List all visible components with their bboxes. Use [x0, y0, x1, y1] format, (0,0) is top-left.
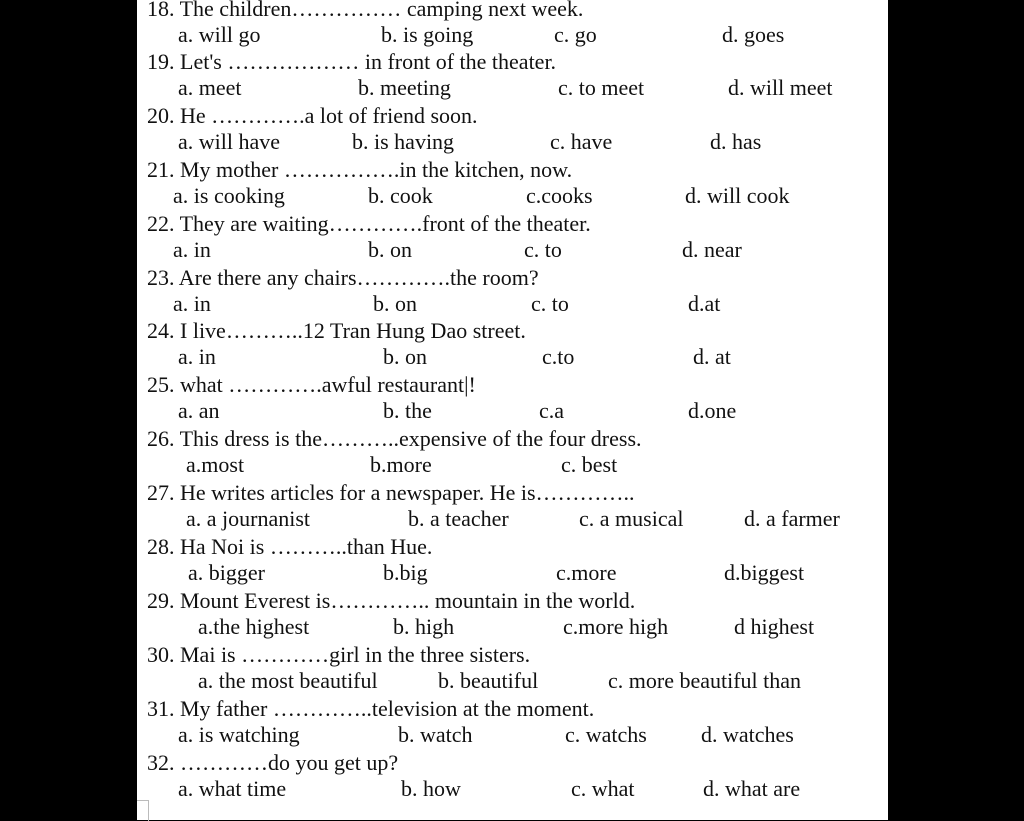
answer-option: c.cooks	[526, 183, 593, 208]
answer-option: a. in	[173, 291, 211, 316]
answer-option: d. at	[693, 344, 731, 369]
answer-option: a. an	[178, 398, 220, 423]
answer-option: d.one	[688, 398, 737, 423]
answer-option: c.to	[542, 344, 575, 369]
answer-option: b. meeting	[358, 75, 451, 100]
question-stem: 26. This dress is the………..expensive of the four dress.	[147, 426, 642, 451]
answer-option: c. to	[531, 291, 569, 316]
answer-option: d. a farmer	[744, 506, 840, 531]
answer-option: b. is having	[352, 129, 455, 154]
question-stem: 23. Are there any chairs………….the room?	[147, 265, 539, 290]
answer-option: a. a journanist	[186, 506, 311, 531]
question-stem: 25. what ………….awful restaurant|!	[147, 372, 476, 397]
answer-option: c. to meet	[558, 75, 645, 100]
question-stem: 20. He ………….a lot of friend soon.	[147, 103, 478, 128]
answer-option: b. is going	[381, 22, 474, 47]
answer-option: a. will have	[178, 129, 281, 154]
page-corner-mark	[137, 800, 149, 821]
answer-option: c. go	[554, 22, 597, 47]
answer-option: c.a	[539, 398, 565, 423]
answer-option: b. how	[401, 776, 461, 801]
answer-option: c.more	[556, 560, 617, 585]
answer-option: a. will go	[178, 22, 261, 47]
answer-option: a. is watching	[178, 722, 300, 747]
answer-option: d. near	[682, 237, 742, 262]
answer-option: c. more beautiful than	[608, 668, 802, 693]
answer-option: d. has	[710, 129, 762, 154]
answer-option: c. best	[561, 452, 618, 477]
question-stem: 28. Ha Noi is ………..than Hue.	[147, 534, 433, 559]
answer-option: b. cook	[368, 183, 433, 208]
answer-option: c. a musical	[579, 506, 684, 531]
answer-option: d. watches	[701, 722, 794, 747]
answer-option: b. on	[368, 237, 412, 262]
answer-option: d. will meet	[728, 75, 833, 100]
question-stem: 31. My father …………..television at the moment.	[147, 696, 595, 721]
question-stem: 24. I live………..12 Tran Hung Dao street.	[147, 318, 526, 343]
answer-option: d highest	[734, 614, 815, 639]
answer-option: d.biggest	[724, 560, 805, 585]
question-stem: 30. Mai is …………girl in the three sisters.	[147, 642, 531, 667]
question-stem: 21. My mother …………….in the kitchen, now.	[147, 157, 573, 182]
question-stem: 32. …………do you get up?	[147, 750, 399, 775]
answer-option: b. beautiful	[438, 668, 539, 693]
answer-option: d.at	[688, 291, 721, 316]
answer-option: d. what are	[703, 776, 801, 801]
answer-option: d. will cook	[685, 183, 790, 208]
answer-option: b.big	[383, 560, 428, 585]
answer-option: b. on	[383, 344, 427, 369]
answer-option: a. in	[178, 344, 216, 369]
question-stem: 19. Let's ……………… in front of the theater.	[147, 49, 557, 74]
answer-option: b. watch	[398, 722, 473, 747]
answer-option: a. bigger	[188, 560, 265, 585]
answer-option: a. meet	[178, 75, 242, 100]
worksheet-page	[137, 0, 888, 820]
question-stem: 29. Mount Everest is………….. mountain in the world.	[147, 588, 636, 613]
answer-option: b. high	[393, 614, 455, 639]
answer-option: a.most	[186, 452, 245, 477]
answer-option: a. is cooking	[173, 183, 285, 208]
answer-option: c. to	[524, 237, 562, 262]
question-stem: 18. The children…………… camping next week.	[147, 0, 584, 21]
answer-option: a.the highest	[198, 614, 310, 639]
question-stem: 22. They are waiting………….front of the theater.	[147, 211, 591, 236]
answer-option: c. have	[550, 129, 613, 154]
answer-option: b.more	[370, 452, 432, 477]
answer-option: b. the	[383, 398, 432, 423]
answer-option: a. in	[173, 237, 211, 262]
answer-option: b. a teacher	[408, 506, 509, 531]
answer-option: c. what	[571, 776, 635, 801]
answer-option: d. goes	[722, 22, 785, 47]
answer-option: a. what time	[178, 776, 287, 801]
answer-option: c.more high	[563, 614, 669, 639]
question-stem: 27. He writes articles for a newspaper. He is…………..	[147, 480, 635, 505]
answer-option: c. watchs	[565, 722, 647, 747]
answer-option: a. the most beautiful	[198, 668, 378, 693]
answer-option: b. on	[373, 291, 417, 316]
